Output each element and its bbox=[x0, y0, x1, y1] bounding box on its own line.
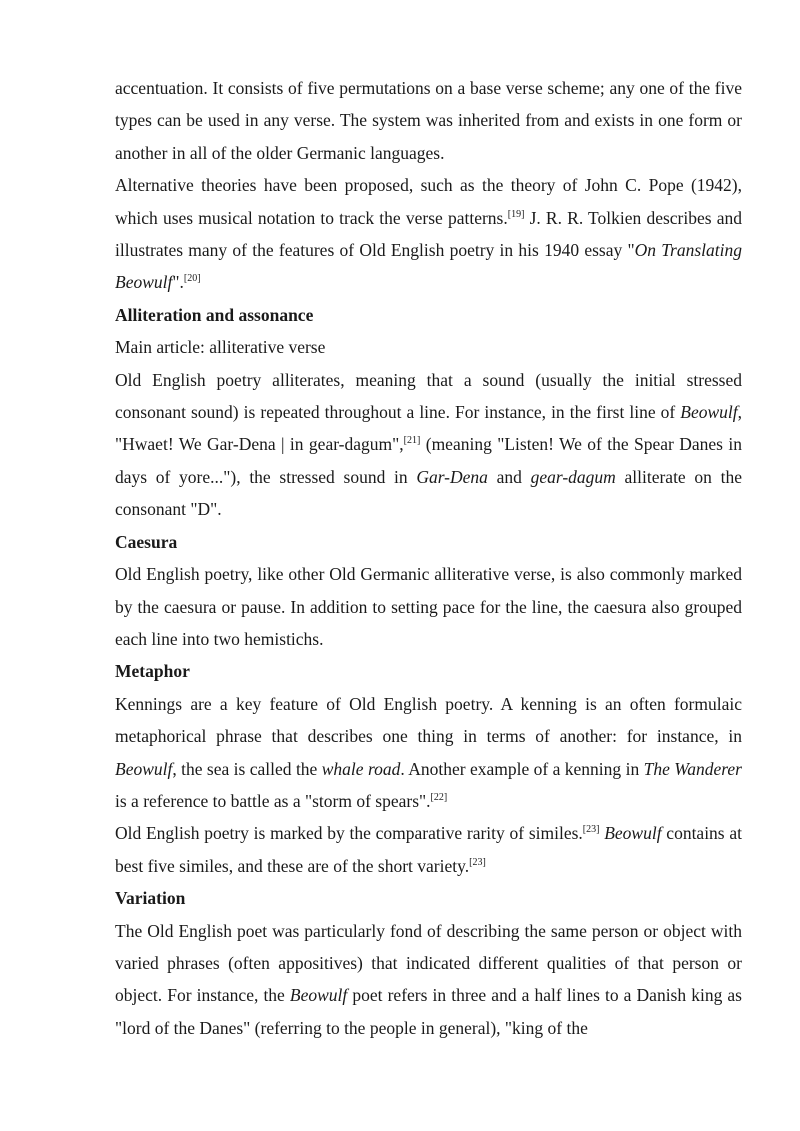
paragraph-text: , "Hwaet! We Gar-Dena | in gear-dagum", bbox=[115, 402, 742, 455]
work-title: Beowulf bbox=[680, 402, 738, 423]
paragraph-text: . Another example of a kenning in bbox=[400, 758, 644, 779]
work-title: Beowulf bbox=[604, 823, 662, 844]
citation-23[interactable]: [23] bbox=[582, 824, 600, 836]
paragraph-text: The Old English poet was particularly fond of describing the same person or object with varied phrases (often appositives) that indicated different qualities of that person or object. For instance, the bbox=[115, 920, 742, 1006]
paragraph-text: poet refers in three and a half lines to a Danish king as "lord of the Danes" (referring to the people in general), "king of the bbox=[115, 985, 742, 1038]
paragraph-alternative-theories bbox=[115, 169, 742, 299]
document-page bbox=[115, 72, 742, 1044]
heading-variation: Variation bbox=[115, 888, 186, 909]
citation-22[interactable]: [22] bbox=[430, 791, 448, 803]
paragraph-caesura: Old English poetry, like other Old Germanic alliterative verse, is also commonly marked by the caesura or pause. In addition to setting pace for the line, the caesura also grouped each line into two hemistichs. bbox=[115, 564, 742, 649]
main-article-note: Main article: alliterative verse bbox=[115, 337, 326, 358]
paragraph-text: Kennings are a key feature of Old English poetry. A kenning is an often formulaic metaphorical phrase that describes one thing in terms of another: for instance, in bbox=[115, 693, 742, 747]
paragraph-text: Old English poetry is marked by the comparative rarity of similes. bbox=[115, 823, 583, 844]
paragraph-accentuation bbox=[115, 72, 742, 169]
paragraph-text: and bbox=[487, 466, 531, 487]
paragraph-text: ". bbox=[172, 272, 184, 293]
paragraph-text: contains at best five similes, and these are of the short variety. bbox=[115, 823, 742, 876]
citation-19[interactable]: [19] bbox=[507, 208, 525, 220]
citation-21[interactable]: [21] bbox=[403, 435, 421, 447]
work-title: Beowulf bbox=[289, 985, 348, 1006]
citation-20[interactable]: [20] bbox=[183, 273, 201, 285]
citation-23[interactable]: [23] bbox=[469, 856, 486, 868]
paragraph-text: (meaning "Listen! We of the Spear Danes in days of yore..."), the stressed sound in bbox=[115, 434, 743, 487]
term: whale road bbox=[321, 758, 401, 779]
paragraph-text: is a reference to battle as a "storm of spears". bbox=[115, 790, 431, 811]
heading-caesura: Caesura bbox=[115, 531, 178, 552]
paragraph-text: , the sea is called the bbox=[172, 758, 322, 779]
term: gear-dagum bbox=[530, 466, 616, 487]
paragraph-variation bbox=[115, 915, 742, 1045]
paragraph-similes bbox=[115, 817, 742, 882]
heading-alliteration: Alliteration and assonance bbox=[115, 304, 314, 325]
paragraph-text: alliterate on the consonant "D". bbox=[115, 466, 742, 520]
paragraph-text: J. R. R. Tolkien describes and illustrates many of the features of Old English poetry in his 1940 essay " bbox=[115, 207, 742, 261]
essay-title: On Translating Beowulf bbox=[115, 240, 742, 293]
term: Gar-Dena bbox=[416, 466, 488, 487]
paragraph-alliteration bbox=[115, 364, 742, 526]
work-title: The Wanderer bbox=[643, 758, 742, 779]
paragraph-kennings bbox=[115, 688, 742, 818]
heading-metaphor: Metaphor bbox=[115, 661, 190, 682]
paragraph-text: accentuation. It consists of five permutations on a base verse scheme; any one of the five types can be used in any verse. The system was inherited from and exists in one form or another in all of the older Germanic languages. bbox=[115, 78, 742, 163]
paragraph-text: Old English poetry alliterates, meaning that a sound (usually the initial stressed consonant sound) is repeated throughout a line. For instance, in the first line of bbox=[115, 369, 742, 423]
paragraph-text: Alternative theories have been proposed, such as the theory of John C. Pope (1942), which uses musical notation to track the verse patterns. bbox=[115, 175, 742, 228]
work-title: Beowulf bbox=[115, 758, 173, 779]
